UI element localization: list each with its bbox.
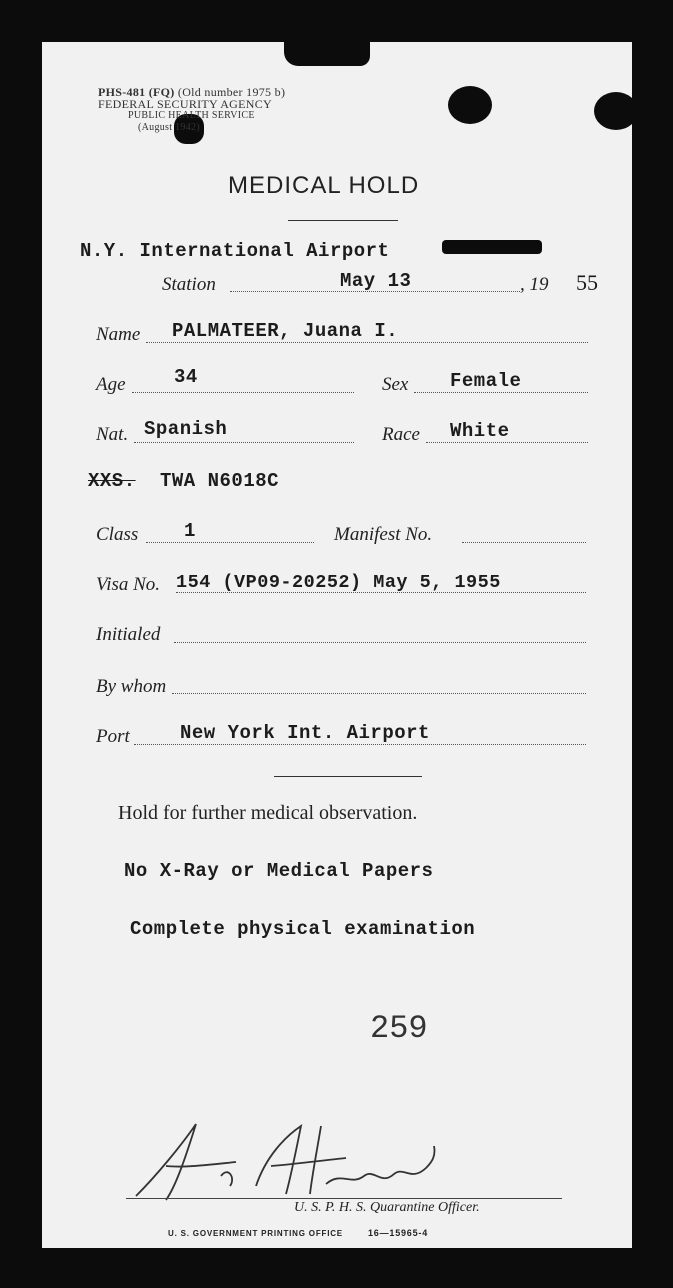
title-rule: [288, 220, 398, 221]
form-number: PHS-481 (FQ): [98, 85, 175, 99]
race-line: [426, 442, 588, 443]
age-value: 34: [174, 366, 198, 388]
page-title: MEDICAL HOLD: [228, 172, 420, 199]
age-label: Age: [96, 374, 126, 395]
form-header: [98, 86, 285, 134]
top-tear-mark: [284, 40, 370, 66]
ship-value: TWA N6018C: [160, 470, 280, 492]
station-value: N.Y. International Airport: [80, 240, 390, 262]
typed-note-xray: No X-Ray or Medical Papers: [124, 860, 434, 882]
name-label: Name: [96, 324, 141, 345]
initialed-label: Initialed: [96, 624, 161, 645]
year-value: 55: [576, 270, 598, 295]
year-prefix: , 19: [520, 274, 549, 295]
form-date: (August 1942): [138, 122, 200, 133]
name-line: [146, 342, 588, 343]
printer-code: 16—15965-4: [367, 1228, 429, 1238]
port-label: Port: [96, 726, 130, 747]
visa-value: 154 (VP09-20252) May 5, 1955: [176, 572, 501, 593]
visa-label: Visa No.: [96, 574, 161, 595]
name-value: PALMATEER, Juana I.: [172, 320, 399, 342]
nat-line: [134, 442, 354, 443]
race-value: White: [450, 420, 510, 442]
manifest-line: [462, 542, 586, 543]
typed-note-exam: Complete physical examination: [130, 918, 476, 940]
hold-instruction: Hold for further medical observation.: [118, 802, 418, 824]
by-whom-label: By whom: [96, 676, 167, 697]
station-date: May 13: [340, 270, 412, 292]
signature-image: [126, 1116, 446, 1206]
nat-value: Spanish: [144, 418, 228, 440]
printer-line: [168, 1228, 428, 1238]
port-line: [134, 744, 586, 745]
record-number: 259: [370, 1010, 428, 1047]
ship-label: XXS.: [88, 470, 136, 492]
race-label: Race: [382, 424, 420, 445]
class-label: Class: [96, 524, 139, 545]
agency-name: FEDERAL SECURITY AGENCY: [98, 97, 273, 111]
nat-label: Nat.: [96, 424, 129, 445]
old-number: (Old number 1975 b): [177, 85, 286, 99]
edge-hole-mark: [594, 92, 638, 130]
redaction-mark: [442, 240, 542, 254]
service-name: PUBLIC HEALTH SERVICE: [128, 110, 255, 121]
sex-label: Sex: [382, 374, 409, 395]
initialed-line: [174, 642, 586, 643]
manifest-label: Manifest No.: [334, 524, 433, 545]
printer-name: U. S. GOVERNMENT PRINTING OFFICE: [168, 1229, 343, 1238]
by-whom-line: [172, 693, 586, 694]
sex-line: [414, 392, 588, 393]
signature-rule: [126, 1198, 562, 1199]
class-line: [146, 542, 314, 543]
punch-hole-mark: [448, 86, 492, 124]
sex-value: Female: [450, 370, 522, 392]
class-value: 1: [184, 520, 196, 542]
section-rule: [274, 776, 422, 777]
medical-hold-card: [42, 42, 632, 1248]
signature-title: U. S. P. H. S. Quarantine Officer.: [294, 1200, 480, 1215]
age-line: [132, 392, 354, 393]
station-label: Station: [162, 274, 216, 295]
port-value: New York Int. Airport: [180, 722, 430, 744]
